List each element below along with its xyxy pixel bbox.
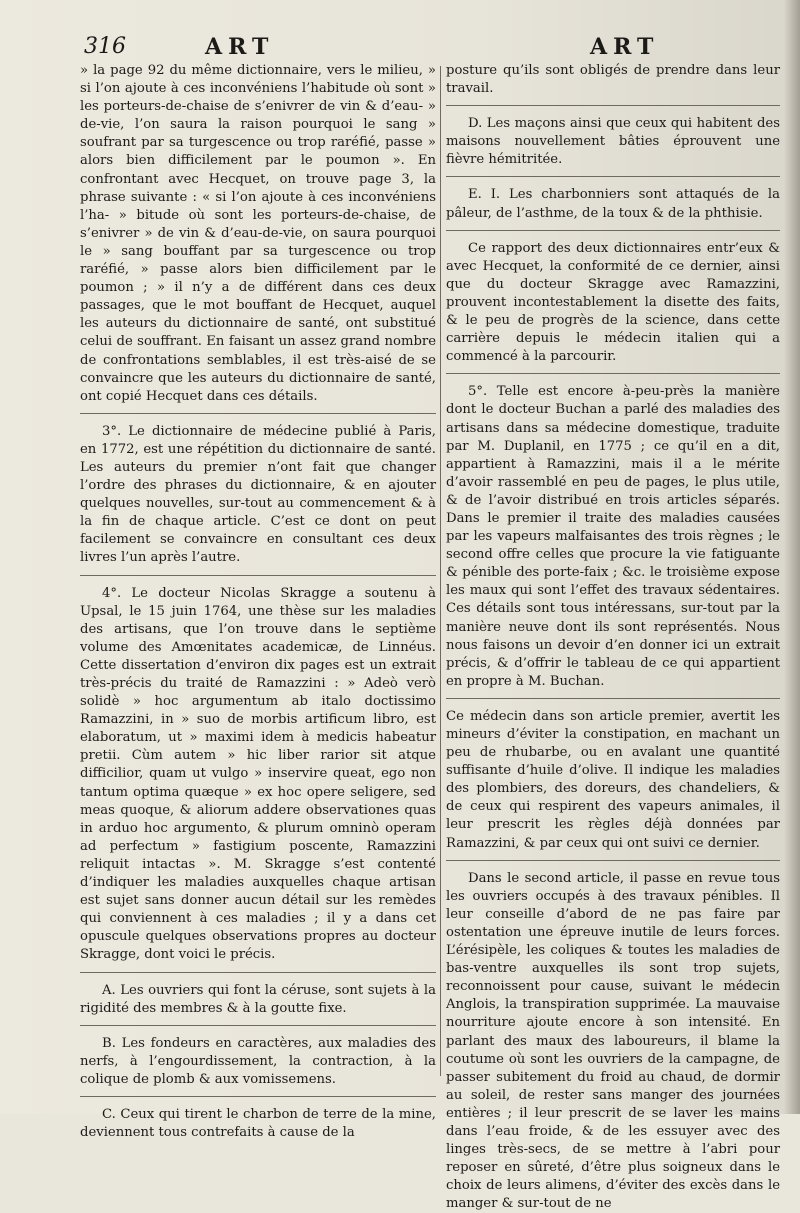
paragraph-hecquet-comparison: » la page 92 du même dictionnaire, vers le milieu, » si l’on ajoute à ces inconvéniens l’habitude où sont » les porteurs-de-chaise de s’enivrer de vin & d’eau- » de-vie, l’on saura la raison pourquoi le sang » soufrant par sa turgescence ou trop raréfié, passe » alors bien difficilement par le poumon ». En confrontant avec Hecquet, on trouve page 3, la phrase suivante : « si l’on ajoute à ces inconvéniens l’ha- » bitude où sont les porteurs-de-chaise, de s’enivrer » de vin & d’eau-de-vie, on saura pourquoi le » sang bouffant par sa turgescence ou trop raréfié, » passe alors bien difficilement par le poumon ; » il n’y a de différent dans ces deux passages, que le mot bouffant de Hecquet, auquel les auteurs du dictionnaire de santé, ont substitué celui de souffrant. En faisant un assez grand nombre de confrontations semblables, il est très-aisé de se convaincre que les auteurs du dictionnaire de santé, ont copié Hecquet dans ces détails. [80,63,436,404]
section-rule [80,413,436,414]
page-number: 316 [84,34,126,59]
paragraph-first-article: Ce médecin dans son article premier, avertit les mineurs d’éviter la constipation, en machant un peu de rhubarbe, ou en avalant une quantité suffisante d’huile d’olive. Il indique les maladies des plombiers, des doreurs, des chandeliers, & de ceux qui respirent des vapeurs animales, il leur prescrit les règles déjà données par Ramazzini, & par ceux qui ont suivi ce dernier. [446,708,780,851]
paragraph-item-a: A. Les ouvriers qui font la céruse, sont sujets à la rigidité des membres & à la goutte fixe. [80,982,436,1016]
paragraph-rapport: Ce rapport des deux dictionnaires entr’eux & avec Hecquet, la conformité de ce dernier, ainsi que du docteur Skragge avec Ramazzini, prouvent incontestablement la disette des faits, & le peu de progrès de la science, dans cette carrière depuis le médecin italien qui a commencé à la parcourir. [446,240,780,365]
section-rule [446,373,780,374]
column-divider [440,66,441,1076]
page-edge-shadow [784,0,800,1114]
section-rule [446,230,780,231]
paragraph-item-d: D. Les maçons ainsi que ceux qui habitent des maisons nouvellement bâties éprouvent une fièvre hémitritée. [446,116,780,168]
section-rule [80,575,436,576]
section-rule [446,176,780,177]
running-head-right: ART [590,34,660,60]
right-column [446,62,780,1213]
paragraph-item-b: B. Les fondeurs en caractères, aux maladies des nerfs, à l’engourdissement, la contraction, à la colique de plomb & aux vomissemens. [80,1035,436,1087]
section-rule [446,698,780,699]
paragraph-skragge: 4°. Le docteur Nicolas Skragge a soutenu à Upsal, le 15 juin 1764, une thèse sur les maladies des artisans, que l’on trouve dans le septième volume des Amœnitates academicæ, de Linnéus. Cette dissertation d’environ dix pages est un extrait très-précis du traité de Ramazzini : » Adeò verò solidè » hoc argumentum ab italo doctissimo Ramazzini, in » suo de morbis artificum libro, est elaboratum, ut » maximi idem à medicis habeatur pretii. Cùm autem » hic liber rarior sit atque difficilior, quam ut vulgo » inservire queat, ego non tantum optima quæque » ex hoc opere seligere, sed meas quoque, & aliorum addere observationes quas in arduo hoc argumento, & plurum omninò operam ad perfectum » fastigium poscente, Ramazzini reliquit intactas ». M. Skragge s’est contenté d’indiquer les maladies auxquelles chaque artisan est sujet sans donner aucun détail sur les remèdes qui conviennent à ces maladies ; il y a dans cet opuscule quelques observations propres au docteur Skragge, dont voici le précis. [80,585,436,963]
paragraph-item-c: C. Ceux qui tirent le charbon de terre de la mine, deviennent tous contrefaits à cause de la [80,1106,436,1141]
paragraph-buchan: 5°. Telle est encore à-peu-près la manière dont le docteur Buchan a parlé des maladies des artisans dans sa médecine domestique, traduite par M. Duplanil, en 1775 ; ce qu’il en a dit, appartient à Ramazzini, mais il a le mérite d’avoir rassemblé en peu de pages, le plus utile, & de l’avoir distribué en trois articles séparés. Dans le premier il traite des maladies causées par les vapeurs malfaisantes des trois règnes ; le second offre celles que procure la vie fatiguante & pénible des porte-faix ; &c. le troisième expose les maux qui sont l’effet des travaux sédentaires. Ces détails sont tous intéressans, sur-tout par la manière neuve dont ils sont représentés. Nous nous faisons un devoir d’en donner ici un extrait précis, & d’offrir le tableau de ce qui appartient en propre à M. Buchan. [446,384,780,689]
section-rule [80,1096,436,1097]
paragraph-item-e: E. I. Les charbonniers sont attaqués de la pâleur, de l’asthme, de la toux & de la phthisie. [446,187,780,221]
section-rule [446,860,780,861]
section-rule [446,105,780,106]
page-header [0,34,800,64]
running-head-left: ART [205,34,275,60]
paragraph-dictionnaire-medecine: 3°. Le dictionnaire de médecine publié à Paris, en 1772, est une répétition du dictionnaire de santé. Les auteurs du premier n’ont fait que changer l’ordre des phrases du dictionnaire, & en ajouter quelques nouvelles, sur-tout au commencement & à la fin de chaque article. C’est ce dont on peut facilement se convaincre en consultant ces deux livres l’un après l’autre. [80,423,436,566]
section-rule [80,1025,436,1026]
left-column [80,62,436,1142]
paragraph-second-article: Dans le second article, il passe en revue tous les ouvriers occupés à des travaux pénibles. Il leur conseille d’abord de ne pas faire par ostentation une épreuve inutile de leurs forces. L’érésipèle, les coliques & toutes les maladies de bas-ventre auxquelles ils sont trop sujets, reconnoissent pour cause, suivant le médecin Anglois, la transpiration supprimée. La mauvaise nourriture ajoute encore à son intensité. En parlant des maux des laboureurs, il blame la coutume où sont les ouvriers de la campagne, de passer subitement du froid au chaud, de dormir au soleil, de rester sans manger des journées entières ; il leur prescrit de se laver les mains dans l’eau froide, & de les essuyer avec des linges très-secs, de se mettre à l’abri pour reposer en sûreté, d’être plus soigneux dans le choix de leurs alimens, d’éviter des excès dans le manger & sur-tout de ne [446,870,780,1212]
section-rule [80,972,436,973]
paragraph-continuation: posture qu’ils sont obligés de prendre dans leur travail. [446,63,780,97]
